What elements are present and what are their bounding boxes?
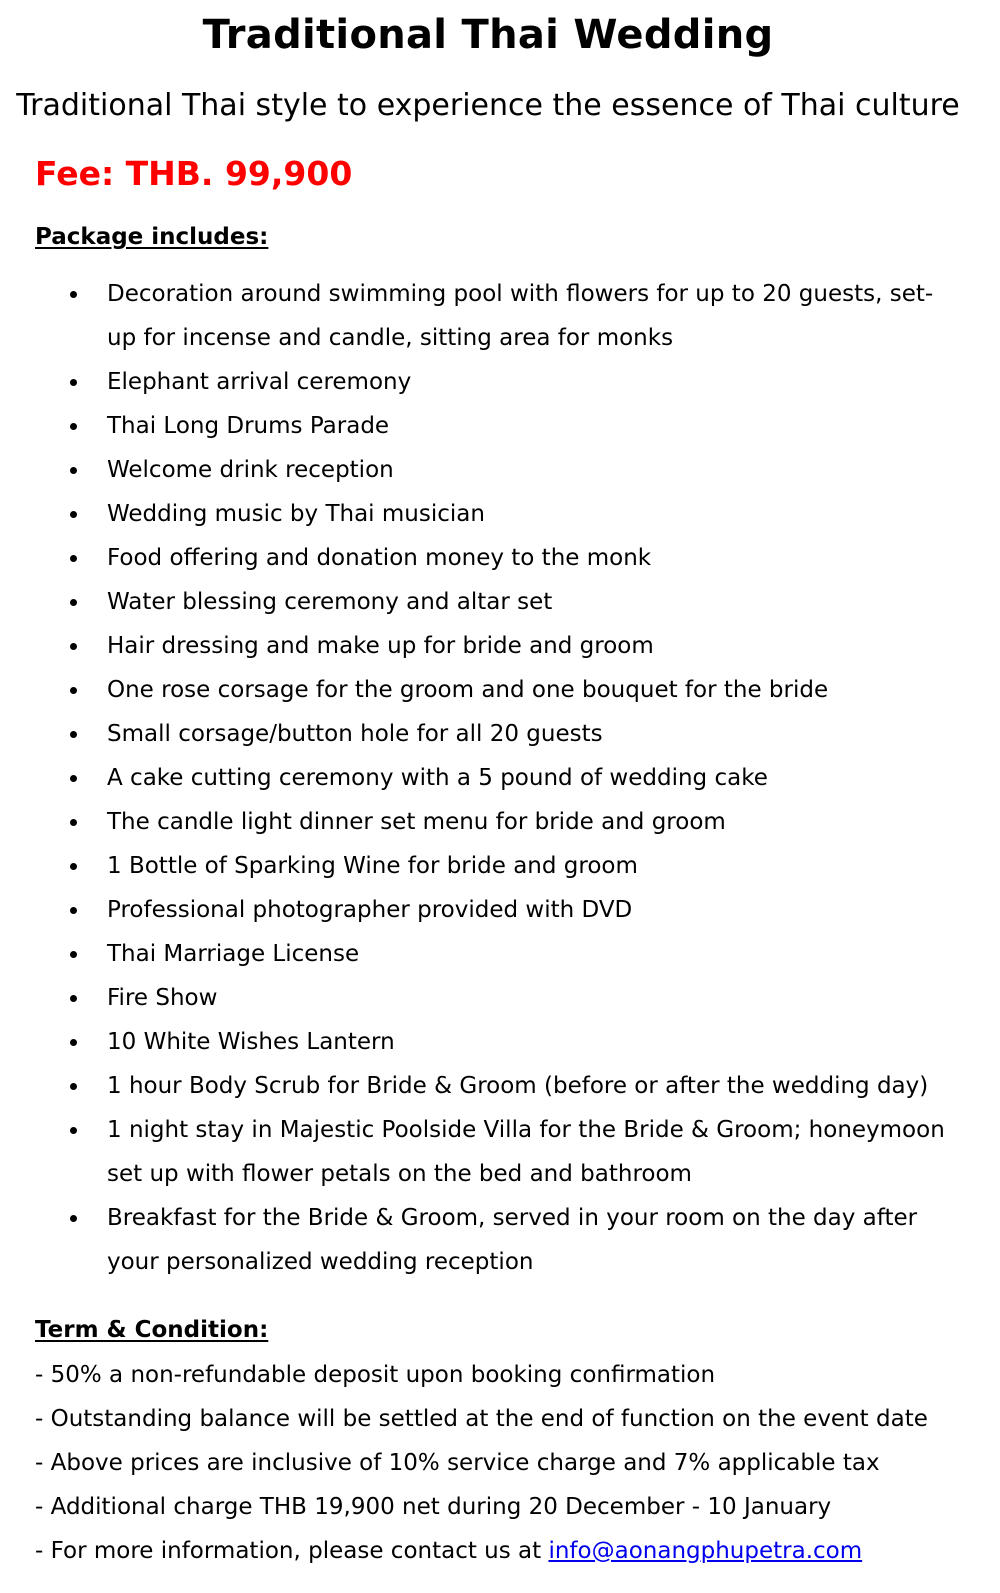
- list-item: [0, 360, 1000, 404]
- list-item-text: Elephant arrival ceremony: [107, 369, 412, 395]
- list-item-text: Thai Marriage License: [107, 941, 360, 967]
- list-item-text: Hair dressing and make up for bride and groom: [107, 633, 654, 659]
- list-item-text: Water blessing ceremony and altar set: [107, 589, 553, 615]
- bullet-icon: [70, 599, 77, 606]
- list-item: [0, 1064, 1000, 1108]
- bullet-icon: [70, 379, 77, 386]
- page-subtitle: Traditional Thai style to experience the essence of Thai culture: [16, 88, 960, 123]
- list-item-text: Professional photographer provided with DVD: [107, 897, 633, 923]
- package-includes-heading: Package includes:: [35, 224, 269, 250]
- list-item: [0, 668, 1000, 712]
- bullet-icon: [70, 467, 77, 474]
- contact-line: [35, 1529, 975, 1573]
- package-includes-list: [0, 272, 1000, 1284]
- terms-heading: Term & Condition:: [35, 1317, 269, 1343]
- list-item: [0, 448, 1000, 492]
- list-item: [0, 580, 1000, 624]
- list-item-text: 10 White Wishes Lantern: [107, 1029, 395, 1055]
- contact-email-link[interactable]: info@aonangphupetra.com: [548, 1538, 863, 1564]
- bullet-icon: [70, 775, 77, 782]
- list-item-text: 1 hour Body Scrub for Bride & Groom (before or after the wedding day): [107, 1073, 929, 1099]
- list-item-text: The candle light dinner set menu for bride and groom: [107, 809, 726, 835]
- bullet-icon: [70, 555, 77, 562]
- list-item: [0, 1108, 1000, 1196]
- list-item-text: Thai Long Drums Parade: [107, 413, 390, 439]
- list-item-text: Fire Show: [107, 985, 218, 1011]
- bullet-icon: [70, 1039, 77, 1046]
- term-line: - Outstanding balance will be settled at the end of function on the event date: [35, 1406, 928, 1432]
- list-item: [0, 888, 1000, 932]
- list-item: [0, 624, 1000, 668]
- contact-prefix: - For more information, please contact us at: [35, 1538, 549, 1564]
- list-item: [0, 756, 1000, 800]
- fee-price: Fee: THB. 99,900: [35, 154, 353, 193]
- list-item: [0, 536, 1000, 580]
- list-item: [0, 272, 1000, 360]
- bullet-icon: [70, 1215, 77, 1222]
- list-item: [0, 492, 1000, 536]
- page-title: Traditional Thai Wedding: [202, 12, 774, 58]
- term-line: - Additional charge THB 19,900 net during 20 December - 10 January: [35, 1494, 832, 1520]
- list-item: [0, 932, 1000, 976]
- list-item: [0, 976, 1000, 1020]
- list-item: [0, 1196, 1000, 1284]
- bullet-icon: [70, 687, 77, 694]
- list-item: [0, 800, 1000, 844]
- bullet-icon: [70, 995, 77, 1002]
- list-item-text: Food offering and donation money to the monk: [107, 545, 652, 571]
- list-item-text: Welcome drink reception: [107, 457, 394, 483]
- list-item-text: Wedding music by Thai musician: [107, 501, 485, 527]
- terms-list: [35, 1353, 975, 1573]
- term-line: - 50% a non-refundable deposit upon booking confirmation: [35, 1362, 716, 1388]
- bullet-icon: [70, 907, 77, 914]
- list-item-text: One rose corsage for the groom and one bouquet for the bride: [107, 677, 829, 703]
- list-item: [0, 844, 1000, 888]
- list-item-text: A cake cutting ceremony with a 5 pound of wedding cake: [107, 765, 768, 791]
- list-item-text: Breakfast for the Bride & Groom, served in your room on the day after your personalized wedding reception: [107, 1205, 918, 1275]
- list-item: [0, 712, 1000, 756]
- bullet-icon: [70, 511, 77, 518]
- bullet-icon: [70, 643, 77, 650]
- list-item: [0, 404, 1000, 448]
- term-line: - Above prices are inclusive of 10% service charge and 7% applicable tax: [35, 1450, 880, 1476]
- bullet-icon: [70, 951, 77, 958]
- list-item-text: 1 Bottle of Sparking Wine for bride and groom: [107, 853, 638, 879]
- list-item-text: Small corsage/button hole for all 20 guests: [107, 721, 603, 747]
- list-item-text: Decoration around swimming pool with flowers for up to 20 guests, set-up for incense and candle, sitting area for monks: [107, 281, 934, 351]
- bullet-icon: [70, 1083, 77, 1090]
- bullet-icon: [70, 819, 77, 826]
- bullet-icon: [70, 1127, 77, 1134]
- bullet-icon: [70, 731, 77, 738]
- list-item-text: 1 night stay in Majestic Poolside Villa for the Bride & Groom; honeymoon set up with flower petals on the bed and bathroom: [107, 1117, 945, 1187]
- bullet-icon: [70, 291, 77, 298]
- bullet-icon: [70, 423, 77, 430]
- bullet-icon: [70, 863, 77, 870]
- list-item: [0, 1020, 1000, 1064]
